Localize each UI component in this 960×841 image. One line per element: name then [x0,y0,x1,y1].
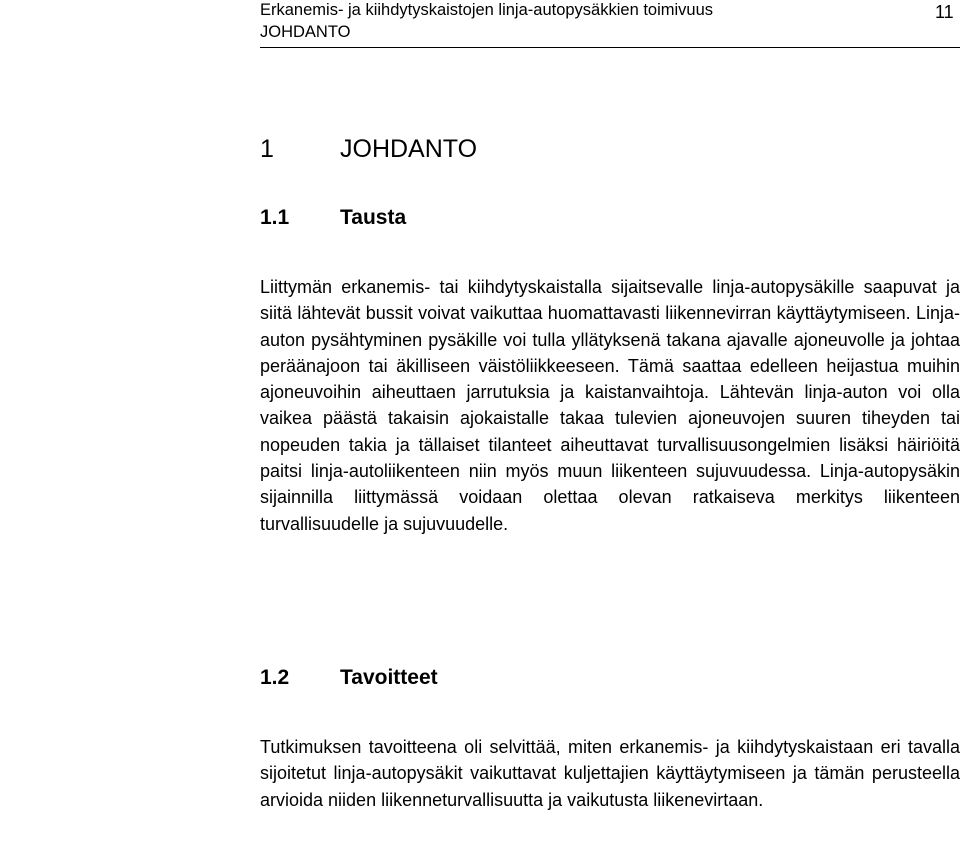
chapter-heading [260,134,477,164]
section-heading-tausta [260,205,406,231]
header-rule [260,47,960,48]
running-header-title: Erkanemis- ja kiihdytyskaistojen linja-autopysäkkien toimivuus [260,1,714,19]
chapter-number: 1 [260,135,274,163]
page-number: 11 [935,2,954,22]
chapter-title: JOHDANTO [340,135,478,163]
section-heading-tavoitteet [260,665,438,691]
running-header-section: JOHDANTO [260,23,351,41]
section-body-tausta: Liittymän erkanemis- tai kiihdytyskaistalla sijaitsevalle linja-autopysäkille saapuvat ja siitä lähtevät bussit voivat vaikuttaa huomattavasti liikennevirran käyttäytymiseen. Linja-auton pysähtyminen pysäkille voi tulla yllätyksenä takana ajavalle ajoneuvolle ja johtaa peräänajoon tai äkilliseen väistöliikkeeseen. Tämä saattaa edelleen heijastua muihin ajoneuvoihin aiheuttaen jarrutuksia ja kaistanvaihtoja. Lähtevän linja-auton voi olla vaikea päästä takaisin ajokaistalle takaa tulevien ajoneuvojen suuren tiheyden tai nopeuden takia ja tällaiset tilanteet aiheuttavat turvallisuusongelmien lisäksi häiriöitä paitsi linja-autoliikenteen niin myös muun liikenteen sujuvuudessa. Linja-autopysäkin sijainnilla liittymässä voidaan olettaa olevan ratkaiseva merkitys liikenteen turvallisuudelle ja sujuvuudelle. [260,277,960,534]
section-number: 1.1 [260,206,290,229]
section-body-tavoitteet: Tutkimuksen tavoitteena oli selvittää, miten erkanemis- ja kiihdytyskaistaan eri tavalla sijoitetut linja-autopysäkit vaikuttavat kuljettajien käyttäytymiseen ja tämän perusteella arvioida niiden liikenneturvallisuutta ja vaikutusta liikenevirtaan. [260,737,960,810]
section-number: 1.2 [260,666,290,689]
section-title: Tavoitteet [340,666,438,689]
section-title: Tausta [340,206,407,229]
